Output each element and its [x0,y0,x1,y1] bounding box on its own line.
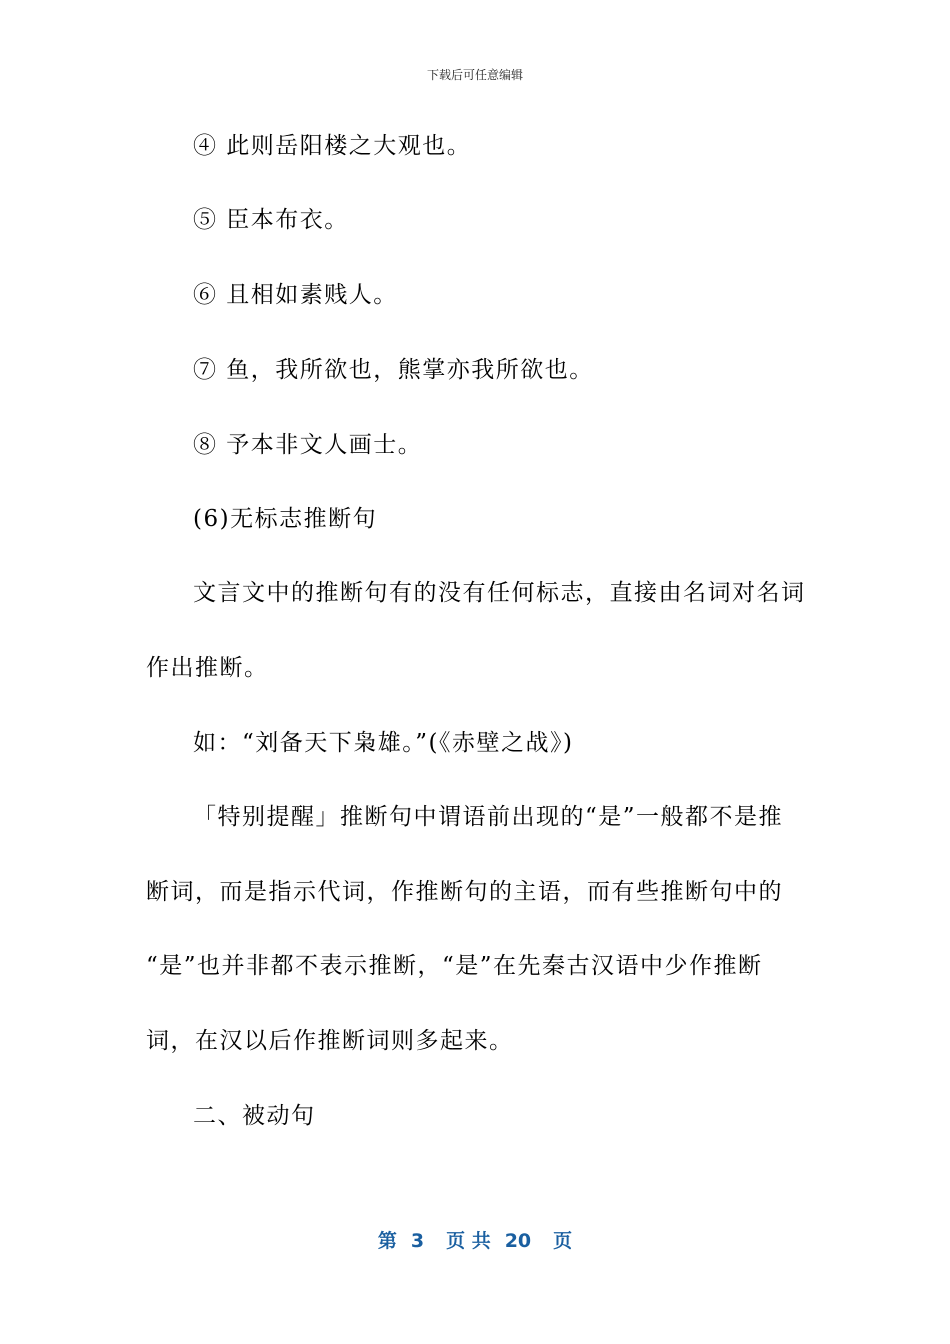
note-line: 断词，而是指示代词，作推断句的主语，而有些推断句中的 [146,879,783,905]
note-line: 词，在汉以后作推断词则多起来。 [146,1028,514,1054]
section-heading-6: (6)无标志推断句 [193,506,378,532]
footer-total-pages: 20 [504,1230,532,1252]
example-line-6: ⑥ 且相如素贱人。 [193,282,398,308]
example-quote-line: 如：“刘备天下枭雄。”(《赤壁之战》) [193,730,574,756]
note-line: “是”也并非都不表示推断，“是”在先秦古汉语中少作推断 [146,953,763,979]
page-footer [0,1226,950,1253]
header-note: 下载后可任意编辑 [426,68,523,82]
example-line-4: ④ 此则岳阳楼之大观也。 [193,133,472,159]
example-line-7: ⑦ 鱼，我所欲也，熊掌亦我所欲也。 [193,357,594,383]
footer-di: 第 [377,1230,397,1252]
footer-page-number: 3 [410,1230,425,1252]
paragraph-line: 作出推断。 [146,655,269,681]
example-line-5: ⑤ 臣本布衣。 [193,207,349,233]
section-heading-2: 二、被动句 [193,1103,316,1129]
footer-ye-gong: 页 共 [446,1230,491,1252]
example-line-8: ⑧ 予本非文人画士。 [193,432,423,458]
note-line: 「特别提醒」推断句中谓语前出现的“是”一般都不是推 [193,804,784,830]
footer-ye: 页 [553,1230,573,1252]
paragraph-line: 文言文中的推断句有的没有任何标志，直接由名词对名词 [193,580,806,606]
